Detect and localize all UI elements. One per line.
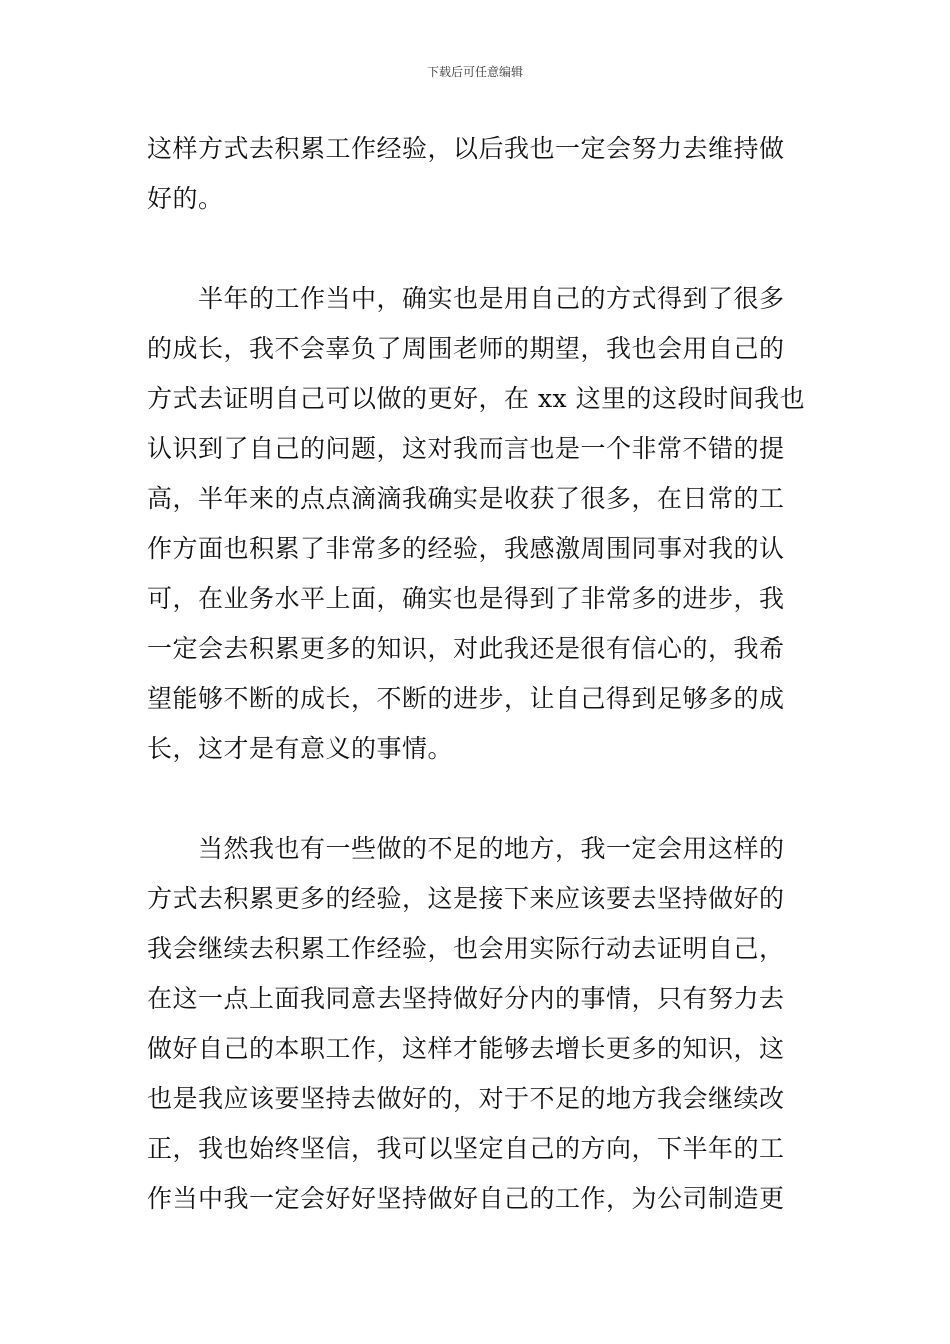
text-line: 在这一点上面我同意去坚持做好分内的事情，只有努力去 — [147, 984, 785, 1013]
paragraph-gap — [147, 224, 807, 274]
text-line: 我会继续去积累工作经验，也会用实际行动去证明自己， — [147, 934, 785, 963]
text-line: 方式去证明自己可以做的更好，在 xx 这里的这段时间我也 — [147, 384, 806, 413]
text-line: 这样方式去积累工作经验，以后我也一定会努力去维持做 — [147, 134, 785, 163]
text-line: 一定会去积累更多的知识，对此我还是很有信心的，我希 — [147, 634, 785, 663]
text-line: 作当中我一定会好好坚持做好自己的工作，为公司制造更 — [147, 1184, 785, 1213]
text-line: 正，我也始终坚信，我可以坚定自己的方向，下半年的工 — [147, 1134, 785, 1163]
page-header: 下载后可任意编辑 — [426, 65, 523, 79]
text-line: 好的。 — [147, 184, 224, 213]
text-line: 当然我也有一些做的不足的地方，我一定会用这样的 — [198, 834, 785, 863]
text-line: 认识到了自己的问题，这对我而言也是一个非常不错的提 — [147, 434, 785, 463]
text-line: 可，在业务水平上面，确实也是得到了非常多的进步，我 — [147, 584, 785, 613]
text-line: 也是我应该要坚持去做好的，对于不足的地方我会继续改 — [147, 1084, 785, 1113]
text-line: 半年的工作当中，确实也是用自己的方式得到了很多 — [198, 284, 785, 313]
text-line: 方式去积累更多的经验，这是接下来应该要去坚持做好的 — [147, 884, 785, 913]
text-line: 做好自己的本职工作，这样才能够去增长更多的知识，这 — [147, 1034, 785, 1063]
text-line: 望能够不断的成长，不断的进步，让自己得到足够多的成 — [147, 684, 785, 713]
text-line: 作方面也积累了非常多的经验，我感激周围同事对我的认 — [147, 534, 785, 563]
document-body — [147, 124, 807, 1224]
text-line: 的成长，我不会辜负了周围老师的期望，我也会用自己的 — [147, 334, 785, 363]
text-line: 高，半年来的点点滴滴我确实是收获了很多，在日常的工 — [147, 484, 785, 513]
paragraph-gap — [147, 774, 807, 824]
text-line: 长，这才是有意义的事情。 — [147, 734, 454, 763]
